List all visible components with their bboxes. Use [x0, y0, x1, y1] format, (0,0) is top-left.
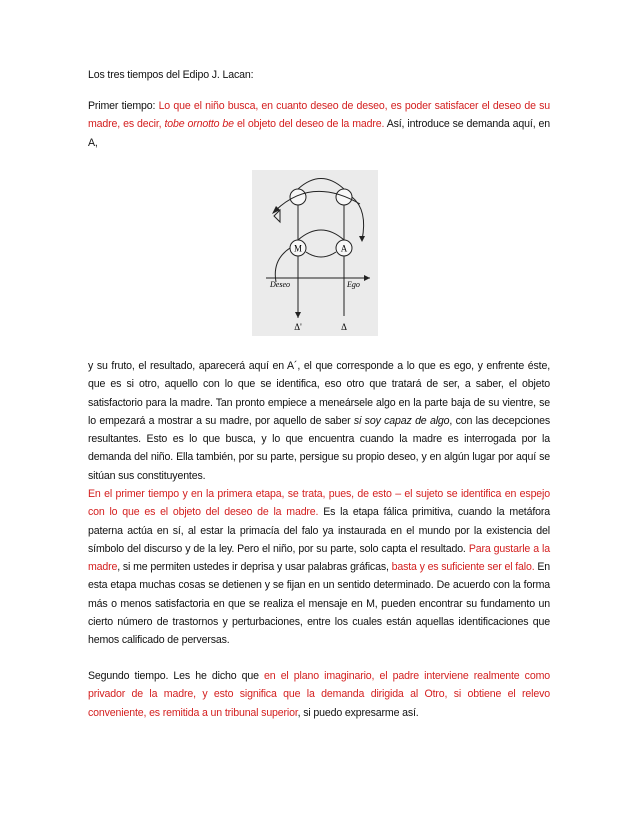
label-m: M	[293, 243, 303, 254]
graph-of-desire-figure	[252, 170, 378, 336]
paragraph-segundo-tiempo	[88, 667, 550, 722]
paragraph-etapa-falica	[88, 485, 550, 650]
plain-text: En esta etapa muchas cosas se detienen y se fijan en un sentido determinado. De acuerdo con la forma más o menos satisfactoria en que se realiza el mensaje en M, pueden encontrar su fundamento un cierto número de trastornos y perturbaciones, entre los cuales están aquellas identificaciones que hemos calificado de perversas.	[88, 561, 551, 647]
label-a: A	[340, 243, 348, 254]
highlight-text: En el primer tiempo y en la primera etapa, se trata, pues, de esto – el sujeto se identifica en espejo con lo que es el objeto del deseo de la madre.	[88, 488, 550, 519]
paragraph-primer-tiempo	[88, 97, 550, 152]
top-left-node	[290, 189, 306, 205]
italic-text: si soy capaz de algo	[353, 414, 450, 427]
label-delta-prime: Δ'	[294, 322, 302, 332]
plain-text: Es la etapa fálica primitiva, cuando la metáfora paterna actúa en sí, al estar la primacía del falo ya instaurada en el mundo por la existencia del símbolo del discurso y de la ley. Pero el niño, por su parte, solo capta el resultado.	[88, 506, 551, 555]
graph-diagram	[252, 170, 378, 336]
top-right-node	[336, 189, 352, 205]
figure-background	[252, 170, 378, 336]
highlight-text: Para gustarle a la madre	[88, 542, 550, 574]
highlight-text: Lo que el niño busca, en cuanto deseo de deseo, es poder satisfacer el deseo de su madre, es decir,	[88, 100, 550, 131]
plain-text: , si puedo expresarme así.	[297, 706, 419, 719]
paragraph-resultado	[88, 357, 550, 485]
plain-text: , si me permiten ustedes ir deprisa y usar palabras gráficas,	[117, 561, 392, 574]
plain-text: , con las decepciones resultantes. Esto es lo que busca, y lo que encuentra cuando la madre es interrogada por la demanda del niño. Ella también, por su parte, persigue su propio deseo, y en algún lugar por aquí se sitúan sus constituyentes.	[88, 414, 551, 482]
plain-text: y su fruto, el resultado, aparecerá aquí en A´, el que corresponde a lo que es ego, y enfrente éste, que es si otro, aquello con lo que se identifica, eso otro que tratará de ser, a saber, el objeto satisfactorio para la madre. Tan pronto empiece a meneársele algo en la parte baja de su vientre, se lo empezará a mostrar a su madre, por aquello de saber	[88, 360, 550, 427]
highlight-text: basta y es suficiente ser el falo.	[391, 561, 535, 574]
plain-text: Así, introduce se demanda aquí, en A,	[88, 118, 550, 149]
label-deseo: Deseo	[270, 280, 290, 289]
label-primer-tiempo: Primer tiempo:	[88, 100, 159, 112]
highlight-text: el objeto del deseo de la madre.	[233, 118, 385, 131]
label-delta: Δ	[341, 322, 347, 332]
highlight-italic-text: tobe ornotto be	[164, 118, 234, 131]
highlight-text: en el plano imaginario, el padre interviene realmente como privador de la madre, y esto significa que la demanda dirigida al Otro, si obtiene el relevo conveniente, es remitida a un tribunal superior	[88, 670, 550, 719]
label-ego: Ego	[347, 280, 360, 289]
plain-text: Segundo tiempo. Les he dicho que	[88, 670, 265, 682]
document-heading: Los tres tiempos del Edipo J. Lacan:	[88, 69, 254, 81]
